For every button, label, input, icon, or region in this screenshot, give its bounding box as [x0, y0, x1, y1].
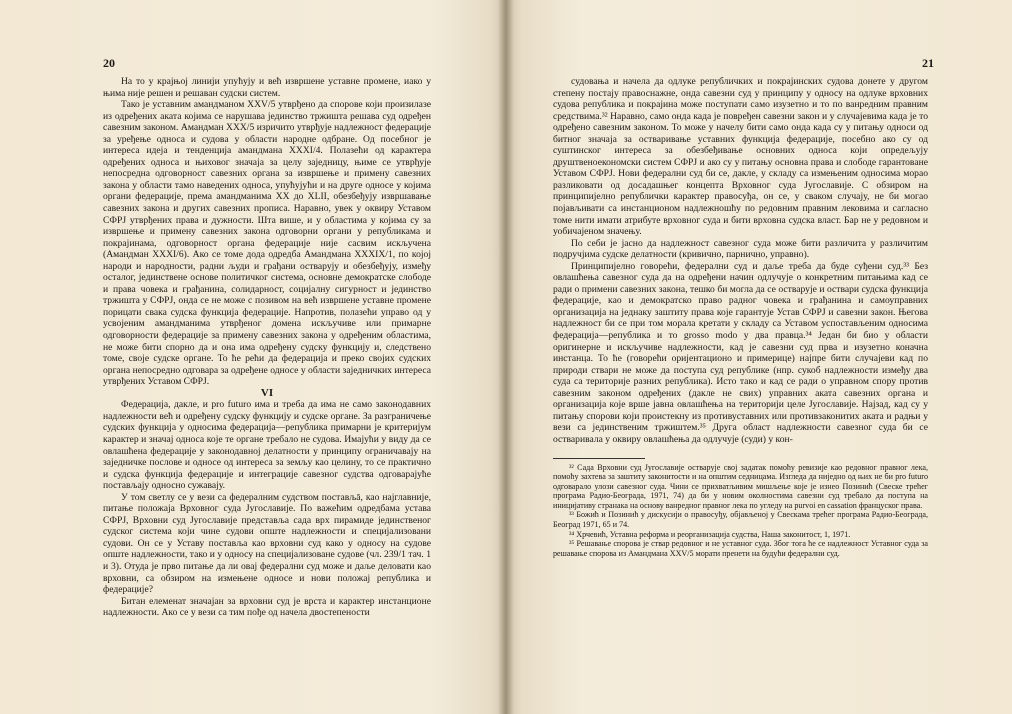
- paragraph: Битан елеменат значајан за врховни суд је врста и карактер инстанционе надлежности. Ако се у вези са тим пође од начела двостепености: [103, 595, 431, 619]
- book-gutter: [498, 0, 514, 714]
- footnote: ³² Сада Врховни суд Југославије остварује свој задатак помоћу ревизије као редовног правног лека, помоћу захтева за заштиту законитости и на општим седницама. Изгледа да ниједно од њих не би pro futuro одговарало улози савезног суда. Чини се прихватљивим мишљење које је изнео Позинић (Свеске трећег програма Радио-Београда, 1971, 74) да би у новим околностима савезни суд требало да поступа на иницијативу странака на основу ванредног правног лека по угледу на purvoi en cassation француског права.: [553, 462, 928, 510]
- footnote: ³³ Божић и Позинић у дискусији о правосуђу, објављеној у Свескама трећег програма Радио-Београда, Београд 1971, 65 и 74.: [553, 510, 928, 530]
- paragraph: На то у крајњој линији упућују и већ извршене уставне промене, иако у њима није решен и решаван судски систем.: [103, 76, 431, 99]
- footnote: ³⁴ Хрчевић, Уставна реформа и реорганизација судства, Наша законитост, 1, 1971.: [569, 529, 851, 539]
- paragraph: Тако је уставним амандманом XXV/5 утврђено да спорове који произилазе из одређених аката којима се нарушава јединство тржишта решава суд одређен савезним законом. Амандман XXX/5 изричито утврђује надлежност федерације за уређење односа и судова у области народне одбране. Од посебног је интереса идеја и тенденција амандмана XXXI/4. Полазећи од карактера одређених односа и њиховог значаја за целу заједницу, њиме се утврђује непосредна одговорност савезних органа за извршење и примену савезних закона у области тамо наведених односа, упућујући и на друге односе у којима органи федерације, према амандманима XX до XLII, обезбеђују извршавање савезних закона и других савезних прописа. Наравно, увек у оквиру Уставом СФРЈ утврђених права и дужности. Шта више, и у областима у којима су за извршење и примену савезних закона одговорни органи у републикама и покрајинама, одговорност органа федерације није сасвим искључена (Амандман XXXI/6). Ако се томе дода одредба Амандмана XXXIX/1, по којој народи и народности, радни људи и грађани остварују и обезбеђују, између осталог, јединствене основе политичког система, основне демократске слободе и права човека и грађанина, солидарност, социјалну сигурност и јединство тржишта у СФРЈ, онда се не може с позивом на већ извршене уставне промене порицати свака судска функција федерације. Напротив, полазећи управо од у усвојеним амандманима утврђеног домена искључиве или примарне одговорности федерације за примену савезних закона у одређеним областима, не може бити спорно да и она има одређену судску функцију и, следствено томе, своје судске органе. То ће рећи да федерација и преко својих судских органа непосредно одговара за одређене односе у области заједничких интереса утврђених Уставом СФРЈ.: [103, 99, 431, 388]
- paragraph: судовања и начела да одлуке републичких и покрајинских судова донете у другом степену постају правоснажне, онда савезни суд у принципу у односу на одлуке врховних судова република и покрајина може поступати само изузетно и то по ванредним правним средствима.³² Наравно, само онда када је повређен савезни закон и у случајевима када је то одређено савезним законом. То може у начелу бити само онда када су у питању односи од битног значаја за остваривање уставних функција федерације, посебно ако су од суштинског интереса за обезбеђивање основних односа који опредељују друштвеноекономски систем СФРЈ и ако су у питању основна права и слободе гарантоване Уставом СФРЈ. Нови федерални суд би се, дакле, у складу са измењеним односима морао разликовати од досадашњег концепта Врховног суда Југославије. С обзиром на принципијелно републички карактер правосуђа, он се, у сваком случају, не би могао појављивати са инстанционом надлежношћу по редовним правним лековима и сагласно томе нити имати атрибуте врховног суда и бити врховна судска власт. Бар не у редовном и уобичајеном значењу.: [553, 76, 928, 238]
- page-number-right: 21: [922, 56, 934, 70]
- right-page-text: [553, 76, 928, 558]
- paragraph: Принципијелно говорећи, федерални суд и даље треба да буде суђени суд.³³ Без овлашћења савезног суда да на одређени начин одлучује о конкретним питањима кад се ради о примени савезних закона, тешко би могла да се остварује и оствари судска функција федерације, као и демократско право радног човека и грађанина и самоуправних организација на једнаку заштиту права које гарантује Устав СФРЈ и савезни закон. Његова надлежност би се при том морала кретати у складу са Уставом успостављеним односима федерација—република и то grosso modo у два правца.³⁴ Један би био у области оригинерне и искључиве надлежности, кад је савезни суд прва и изузетно коначна инстанца. То ће (говорећи оријентационо и примерице) најпре бити случајеви кад по природи ствари не може да поступа суд републике (нпр. сукоб надлежности између два суда са територије разних република). Исто тако и кад се ради о управном спору против савезним законом одређених (дакле не свих) управних аката савезних органа и организација које врше јавна овлашћења на територији целе Југославије. Најзад, кад су у питању спорови који проистекну из противуставних или противзаконитих аката и радњи у вези са јединственим тржиштем.³⁵ Друга област надлежности савезног суда би се остваривала у оквиру овлашћења да одлучује (суди) у кон-: [553, 260, 928, 445]
- section-heading: VI: [260, 386, 274, 399]
- footnotes: [553, 463, 928, 559]
- paragraph: У том светлу се у вези са федералним судством постављā, као најглавније, питање положаја Врховног суда Југославије. По важећим одредбама устава СФРЈ, Врховни суд Југославије представља сада врх пирамиде јединственог судског система који чине судови опште надлежности и специјализовани судови. Он се у Уставу поставља као врховни суд како у односу на судове опште надлежности, тако и у односу на специјализоване судове (чл. 239/1 тач. 1 и 3). Отуда је прво питање да ли овај федерални суд може и даље деловати као врховни, са обзиром на измењене односе и нови положај република и федерације?: [103, 491, 431, 596]
- left-page-text: [103, 76, 431, 619]
- paragraph: Федерација, дакле, и pro futuro има и треба да има не само законодавних надлежности већ и одређену судску функцију и судске органе. За разграничење судских функција у односима федерација—република примарни је критеријум карактер и значај односа које те органе требало не судова. Имајући у виду да се овлашћена федерације у законодавној делатности у принципу ограничавају на заједничке послове и односе од интереса за земљу као целину, то се практично и судска функција федерације и интеграције савезног судства одговарајуће постављају односно сужавају.: [103, 399, 431, 492]
- footnote-divider: [553, 458, 645, 459]
- footnote: ³⁵ Решавање спорова је ствар редовног и не уставног суда. Због тога ће се надлежност Уставног суда за решавање спорова из Амандмана XXV/5 морати пренети на будући федерални суд.: [553, 539, 928, 558]
- page-number-left: 20: [103, 56, 115, 70]
- right-page: [506, 0, 1012, 714]
- paragraph: По себи је јасно да надлежност савезног суда може бити различита у различитим подручјима судске делатности (кривично, парнично, управно).: [553, 237, 928, 261]
